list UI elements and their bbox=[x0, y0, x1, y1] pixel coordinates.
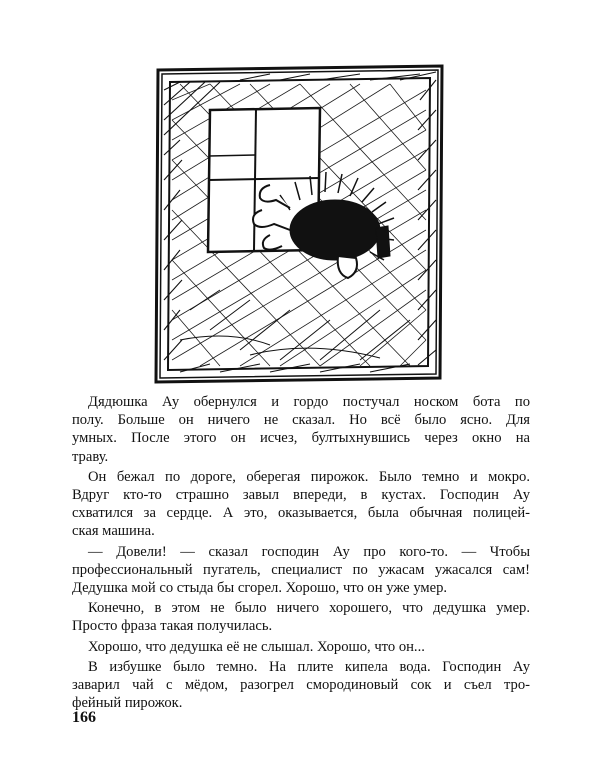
text-line: Просто фраза такая получилась. bbox=[72, 618, 273, 635]
paragraph bbox=[72, 468, 530, 541]
text-line: Дедушка мой со стыда бы сгорел. Хорошо, что он уже умер. bbox=[72, 580, 448, 597]
text-line: полу. Больше он ничего не сказал. Но всё было ясно. Для bbox=[72, 412, 530, 429]
text-line: заварил чай с мёдом, разогрел смородиновый сок и съел тро- bbox=[72, 677, 530, 694]
body-text bbox=[72, 393, 530, 714]
text-line: В избушке было темно. На плите кипела вода. Господин Ау bbox=[88, 658, 530, 675]
window-with-hedgehog-sketch-icon bbox=[150, 60, 450, 385]
paragraph bbox=[72, 658, 530, 713]
text-line: траву. bbox=[72, 448, 109, 465]
text-line: Хорошо, что дедушка её не слышал. Хорошо, что он... bbox=[88, 638, 425, 655]
text-line: Конечно, в этом не было ничего хорошего, что дедушка умер. bbox=[88, 600, 530, 617]
paragraph bbox=[72, 599, 530, 635]
floor-strokes bbox=[180, 290, 410, 360]
text-line: фейный пирожок. bbox=[72, 695, 183, 712]
text-line: Вдруг кто-то страшно завыл впереди, в кустах. Господин Ау bbox=[72, 487, 530, 504]
text-line: Он бежал по дороге, оберегая пирожок. Было темно и мокро. bbox=[88, 468, 530, 485]
paragraph bbox=[72, 393, 530, 466]
illustration bbox=[150, 60, 450, 385]
text-line: — Довели! — сказал господин Ау про кого-то. — Чтобы bbox=[88, 543, 530, 560]
text-line: ская машина. bbox=[72, 523, 155, 540]
text-line: профессиональный пугатель, специалист по ужасам ужасался сам! bbox=[72, 561, 530, 578]
page-number: 166 bbox=[72, 709, 96, 726]
text-line: Дядюшка Ау обернулся и гордо постучал носком бота по bbox=[88, 394, 530, 410]
paragraph bbox=[72, 638, 530, 656]
paragraph bbox=[72, 543, 530, 598]
text-line: умных. После этого он исчез, бултыхнувшись через окно на bbox=[72, 430, 530, 447]
text-line: схватился за сердце. А это, оказывается, была обычная полицей- bbox=[72, 505, 530, 522]
